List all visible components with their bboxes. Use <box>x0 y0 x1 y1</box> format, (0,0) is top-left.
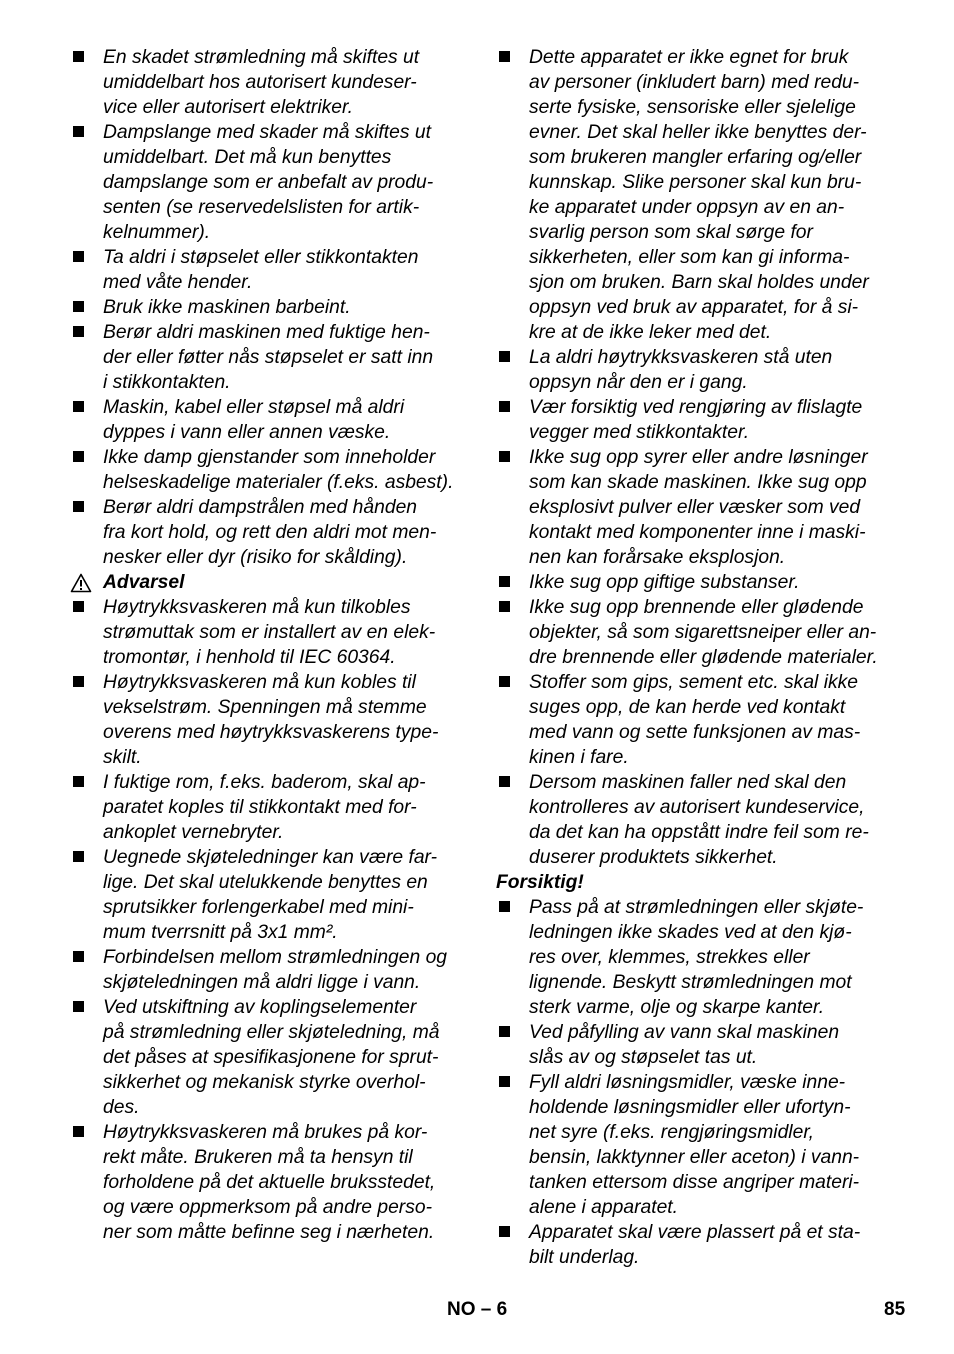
left-column <box>70 45 470 1245</box>
footer-section-label: NO – 6 <box>447 1299 508 1320</box>
text-line: tanken ettersom disse angriper materi- <box>529 1172 860 1193</box>
text-line: kontakt med komponenter inne i maski- <box>529 522 866 543</box>
text-line: oppsyn når den er i gang. <box>529 372 748 393</box>
list-item <box>496 1220 896 1270</box>
square-bullet-icon <box>73 776 84 787</box>
text-line: vekselstrøm. Spenningen må stemme <box>103 697 427 718</box>
text-line: Stoffer som gips, sement etc. skal ikke <box>529 672 858 693</box>
text-line: umiddelbart hos autorisert kundeser- <box>103 72 417 93</box>
text-line: skilt. <box>103 747 142 768</box>
square-bullet-icon <box>499 451 510 462</box>
list-item <box>70 945 470 995</box>
text-line: La aldri høytrykksvaskeren stå uten <box>529 347 833 368</box>
text-line: Forbindelsen mellom strømledningen og <box>103 947 448 968</box>
text-line: nesker eller dyr (risiko for skålding). <box>103 547 408 568</box>
text-line: kontrolleres av autorisert kundeservice, <box>529 797 865 818</box>
heading-text <box>103 570 470 595</box>
square-bullet-icon <box>499 576 510 587</box>
text-line: overens med høytrykksvaskerens type- <box>103 722 439 743</box>
text-line: Ikke damp gjenstander som inneholder <box>103 447 436 468</box>
list-item <box>496 895 896 1020</box>
list-item <box>70 45 470 120</box>
text-line: sikkerheten, eller som kan gi informa- <box>529 247 850 268</box>
text-line: dre brennende eller glødende materialer. <box>529 647 878 668</box>
text-line: Advarsel <box>103 572 185 593</box>
text-line: holdende løsningsmidler eller ufortyn- <box>529 1097 851 1118</box>
text-line: dyppes i vann eller annen væske. <box>103 422 391 443</box>
text-line: med våte hender. <box>103 272 253 293</box>
text-line: nen kan forårsake eksplosjon. <box>529 547 786 568</box>
text-line: kre at de ikke leker med det. <box>529 322 772 343</box>
list-item <box>496 595 896 670</box>
text-line: av personer (inkludert barn) med redu- <box>529 72 860 93</box>
list-item <box>496 1070 896 1220</box>
square-bullet-icon <box>73 51 84 62</box>
text-line: skjøteledningen må aldri ligge i vann. <box>103 972 421 993</box>
square-bullet-icon <box>499 601 510 612</box>
text-line: helseskadelige materialer (f.eks. asbest). <box>103 472 454 493</box>
list-item-text <box>103 445 470 495</box>
text-line: Vær forsiktig ved rengjøring av flislagte <box>529 397 863 418</box>
list-item-text <box>103 495 470 570</box>
text-line: paratet koples til stikkontakt med for- <box>103 797 417 818</box>
square-bullet-icon <box>73 1126 84 1137</box>
text-line: da det kan ha oppstått indre feil som re- <box>529 822 869 843</box>
text-line: oppsyn ved bruk av apparatet, for å si- <box>529 297 859 318</box>
text-line: Ved påfylling av vann skal maskinen <box>529 1022 840 1043</box>
list-item <box>70 770 470 845</box>
text-line: sterk varme, olje og skarpe kanter. <box>529 997 825 1018</box>
text-line: dampslange som er anbefalt av produ- <box>103 172 434 193</box>
list-item-text <box>529 895 896 1020</box>
square-bullet-icon <box>73 326 84 337</box>
list-item-text <box>103 995 470 1120</box>
text-line: Bruk ikke maskinen barbeint. <box>103 297 351 318</box>
text-line: bilt underlag. <box>529 1247 640 1268</box>
list-item-text <box>103 770 470 845</box>
square-bullet-icon <box>73 126 84 137</box>
list-item-text <box>103 845 470 945</box>
list-item <box>70 120 470 245</box>
text-line: lige. Det skal utelukkende benyttes en <box>103 872 428 893</box>
text-line: eksplosivt pulver eller væsker som ved <box>529 497 861 518</box>
square-bullet-icon <box>73 301 84 312</box>
text-line: Uegnede skjøteledninger kan være far- <box>103 847 438 868</box>
square-bullet-icon <box>499 1026 510 1037</box>
text-line: vegger med stikkontakter. <box>529 422 750 443</box>
list-item <box>496 570 896 595</box>
list-item-text <box>529 595 896 670</box>
text-line: vice eller autorisert elektriker. <box>103 97 354 118</box>
list-item <box>496 1020 896 1070</box>
square-bullet-icon <box>73 951 84 962</box>
square-bullet-icon <box>73 676 84 687</box>
section-heading <box>496 870 896 895</box>
text-line: forholdene på det aktuelle bruksstedet, <box>103 1172 436 1193</box>
list-item-text <box>103 1120 470 1245</box>
list-item-text <box>529 1220 896 1270</box>
text-line: på strømledning eller skjøteledning, må <box>103 1022 440 1043</box>
list-item-text <box>103 945 470 995</box>
text-line: Apparatet skal være plassert på et sta- <box>529 1222 861 1243</box>
text-line: suges opp, de kan herde ved kontakt <box>529 697 846 718</box>
text-line: kinen i fare. <box>529 747 629 768</box>
footer-page-number: 85 <box>884 1299 906 1320</box>
text-line: ke apparatet under oppsyn av en an- <box>529 197 845 218</box>
text-line: net syre (f.eks. rengjøringsmidler, <box>529 1122 815 1143</box>
text-line: Forsiktig! <box>496 872 584 893</box>
list-item-text <box>529 395 896 445</box>
square-bullet-icon <box>499 401 510 412</box>
square-bullet-icon <box>73 451 84 462</box>
list-item-text <box>529 1070 896 1220</box>
text-line: og være oppmerksom på andre perso- <box>103 1197 433 1218</box>
list-item-text <box>529 1020 896 1070</box>
list-item <box>70 1120 470 1245</box>
list-item <box>496 770 896 870</box>
text-line: lignende. Beskytt strømledningen mot <box>529 972 852 993</box>
text-line: kelnummer). <box>103 222 211 243</box>
list-item <box>70 670 470 770</box>
text-line: fra kort hold, og rett den aldri mot men- <box>103 522 437 543</box>
text-line: Pass på at strømledningen eller skjøte- <box>529 897 864 918</box>
square-bullet-icon <box>73 851 84 862</box>
list-item <box>496 45 896 345</box>
square-bullet-icon <box>499 776 510 787</box>
text-line: Maskin, kabel eller støpsel må aldri <box>103 397 405 418</box>
text-line: bensin, lakktynner eller aceton) i vann- <box>529 1147 860 1168</box>
right-column <box>496 45 896 1270</box>
text-line: En skadet strømledning må skiftes ut <box>103 47 420 68</box>
text-line: Dampslange med skader må skiftes ut <box>103 122 431 143</box>
list-item-text <box>529 570 896 595</box>
square-bullet-icon <box>499 1076 510 1087</box>
text-line: Høytrykksvaskeren må kun tilkobles <box>103 597 411 618</box>
text-line: objekter, så som sigarettsneiper eller an- <box>529 622 877 643</box>
text-line: der eller føtter nås støpselet er satt inn <box>103 347 434 368</box>
text-line: slås av og støpselet tas ut. <box>529 1047 758 1068</box>
text-line: Dersom maskinen faller ned skal den <box>529 772 847 793</box>
list-item <box>70 495 470 570</box>
list-item-text <box>529 445 896 570</box>
list-item-text <box>103 670 470 770</box>
text-line: det påses at spesifikasjonene for sprut- <box>103 1047 439 1068</box>
warning-triangle-icon <box>70 573 92 593</box>
text-line: Fyll aldri løsningsmidler, væske inne- <box>529 1072 846 1093</box>
text-line: sikkerhet og mekanisk styrke overhol- <box>103 1072 426 1093</box>
square-bullet-icon <box>73 251 84 262</box>
list-item <box>70 845 470 945</box>
list-item <box>496 395 896 445</box>
text-line: serte fysiske, sensoriske eller sjelelige <box>529 97 856 118</box>
square-bullet-icon <box>499 676 510 687</box>
text-line: duserer produktets sikkerhet. <box>529 847 778 868</box>
text-line: ner som måtte befinne seg i nærheten. <box>103 1222 435 1243</box>
text-line: alene i apparatet. <box>529 1197 679 1218</box>
text-line: Ta aldri i støpselet eller stikkontakten <box>103 247 419 268</box>
text-line: evner. Det skal heller ikke benyttes der- <box>529 122 867 143</box>
text-line: i stikkontakten. <box>103 372 231 393</box>
heading-text <box>496 870 896 895</box>
list-item-text <box>103 320 470 395</box>
square-bullet-icon <box>73 1001 84 1012</box>
square-bullet-icon <box>73 401 84 412</box>
text-line: rekt måte. Brukeren må ta hensyn til <box>103 1147 413 1168</box>
text-line: Ved utskiftning av koplingselementer <box>103 997 417 1018</box>
warning-heading <box>70 570 470 595</box>
square-bullet-icon <box>499 51 510 62</box>
text-line: som brukeren mangler erfaring og/eller <box>529 147 862 168</box>
text-line: I fuktige rom, f.eks. baderom, skal ap- <box>103 772 426 793</box>
list-item-text <box>529 45 896 345</box>
text-line: Dette apparatet er ikke egnet for bruk <box>529 47 849 68</box>
square-bullet-icon <box>499 1226 510 1237</box>
list-item-text <box>529 670 896 770</box>
list-item <box>496 445 896 570</box>
text-line: strømuttak som er installert av en elek- <box>103 622 436 643</box>
list-item <box>70 595 470 670</box>
text-line: Ikke sug opp giftige substanser. <box>529 572 800 593</box>
list-item-text <box>529 770 896 870</box>
list-item <box>496 670 896 770</box>
list-item-text <box>103 120 470 245</box>
text-line: kunnskap. Slike personer skal kun bru- <box>529 172 862 193</box>
text-line: ankoplet vernebryter. <box>103 822 284 843</box>
text-line: svarlig person som skal sørge for <box>529 222 813 243</box>
text-line: senten (se reservedelslisten for artik- <box>103 197 420 218</box>
text-line: Ikke sug opp brennende eller glødende <box>529 597 864 618</box>
list-item <box>70 395 470 445</box>
text-line: Høytrykksvaskeren må brukes på kor- <box>103 1122 428 1143</box>
text-line: Berør aldri dampstrålen med hånden <box>103 497 418 518</box>
text-line: sprutsikker forlengerkabel med mini- <box>103 897 414 918</box>
list-item-text <box>103 295 470 320</box>
square-bullet-icon <box>499 351 510 362</box>
text-line: sjon om bruken. Barn skal holdes under <box>529 272 869 293</box>
list-item-text <box>103 395 470 445</box>
text-line: ledningen ikke skades ved at den kjø- <box>529 922 852 943</box>
text-line: med vann og sette funksjonen av mas- <box>529 722 861 743</box>
list-item <box>70 995 470 1120</box>
text-line: mum tverrsnitt på 3x1 mm². <box>103 922 338 943</box>
text-line: Berør aldri maskinen med fuktige hen- <box>103 322 430 343</box>
text-line: tromontør, i henhold til IEC 60364. <box>103 647 396 668</box>
list-item <box>70 445 470 495</box>
text-line: umiddelbart. Det må kun benyttes <box>103 147 392 168</box>
text-line: Høytrykksvaskeren må kun kobles til <box>103 672 416 693</box>
text-line: Ikke sug opp syrer eller andre løsninger <box>529 447 868 468</box>
list-item-text <box>103 245 470 295</box>
list-item <box>70 295 470 320</box>
list-item-text <box>529 345 896 395</box>
list-item <box>70 245 470 295</box>
text-line: des. <box>103 1097 140 1118</box>
text-line: res over, klemmes, strekkes eller <box>529 947 810 968</box>
text-line: som kan skade maskinen. Ikke sug opp <box>529 472 867 493</box>
list-item <box>496 345 896 395</box>
square-bullet-icon <box>73 601 84 612</box>
list-item-text <box>103 595 470 670</box>
square-bullet-icon <box>73 501 84 512</box>
square-bullet-icon <box>499 901 510 912</box>
list-item <box>70 320 470 395</box>
list-item-text <box>103 45 470 120</box>
